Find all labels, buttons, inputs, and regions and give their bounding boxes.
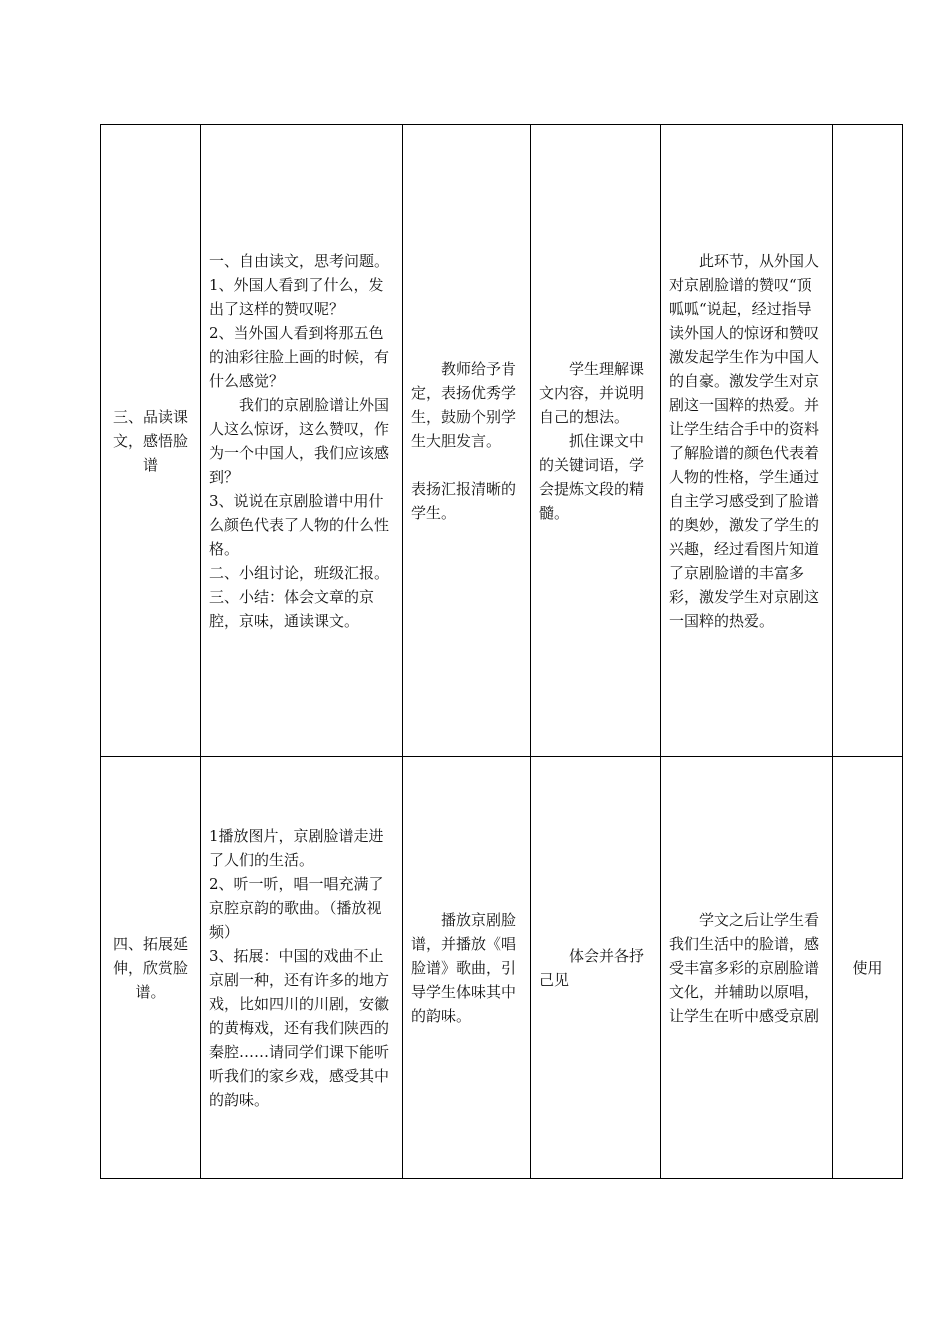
intent-text: 学文之后让学生看我们生活中的脸谱，感受丰富多彩的京剧脸谱文化，并辅助以原唱，让学生在听中感受京剧: [669, 910, 820, 1025]
content-line: 2、当外国人看到将那五色的油彩往脸上画的时候，有什么感觉？: [209, 323, 390, 390]
table-row: [101, 125, 903, 757]
student-cell: [531, 125, 661, 757]
teacher-line: [411, 453, 522, 477]
content-line: 三、小结：体会文章的京腔，京味，通读课文。: [209, 587, 375, 630]
media-cell: 使用: [833, 757, 903, 1179]
student-line: 学生理解课文内容，并说明自己的想法。: [539, 359, 645, 426]
media-cell: [833, 125, 903, 757]
teacher-cell: [403, 125, 531, 757]
stage-cell: 四、拓展延伸，欣赏脸谱。: [101, 757, 201, 1179]
content-line: 3、拓展：中国的戏曲不止京剧一种，还有许多的地方戏，比如四川的川剧，安徽的黄梅戏，还有我们陕西的秦腔……请同学们课下能听听我们的家乡戏，感受其中的韵味。: [209, 946, 390, 1109]
table-row: [101, 757, 903, 1179]
lesson-plan-table: [100, 124, 903, 1179]
teacher-line: 表扬汇报清晰的学生。: [411, 479, 517, 522]
content-line: 2、听一听，唱一唱充满了京腔京韵的歌曲。（播放视频）: [209, 874, 384, 941]
intent-cell: [661, 757, 833, 1179]
teacher-cell: [403, 757, 531, 1179]
content-cell: [201, 757, 403, 1179]
teacher-line: 教师给予肯定，表扬优秀学生，鼓励个别学生大胆发言。: [411, 359, 517, 450]
student-line: 抓住课文中的关键词语，学会提炼文段的精髓。: [539, 431, 645, 522]
intent-text: 此环节，从外国人对京剧脸谱的赞叹“顶呱呱“说起，经过指导读外国人的惊讶和赞叹激发起学生作为中国人的自豪。激发学生对京剧这一国粹的热爱。并让学生结合手中的资料了解脸谱的颜色代表着人物的性格，学生通过自主学习感受到了脸谱的奥妙，激发了学生的兴趣，经过看图片知道了京剧脸谱的丰富多彩，激发学生对京剧这一国粹的热爱。: [669, 251, 820, 630]
intent-cell: [661, 125, 833, 757]
stage-cell: 三、品读课文，感悟脸谱: [101, 125, 201, 757]
content-line: 3、说说在京剧脸谱中用什么颜色代表了人物的什么性格。: [209, 491, 390, 558]
student-cell: [531, 757, 661, 1179]
content-cell: [201, 125, 403, 757]
student-line: 体会并各抒己见: [539, 946, 645, 989]
content-line: 1、外国人看到了什么，发出了这样的赞叹呢？: [209, 275, 384, 318]
content-line: 一、自由读文，思考问题。: [209, 251, 390, 270]
teacher-line: 播放京剧脸谱，并播放《唱脸谱》歌曲，引导学生体味其中的韵味。: [411, 910, 517, 1025]
content-line: 1播放图片，京剧脸谱走进了人们的生活。: [209, 826, 384, 869]
content-line: 我们的京剧脸谱让外国人这么惊讶，这么赞叹，作为一个中国人，我们应该感到？: [209, 395, 390, 486]
content-line: 二、小组讨论，班级汇报。: [209, 563, 390, 582]
